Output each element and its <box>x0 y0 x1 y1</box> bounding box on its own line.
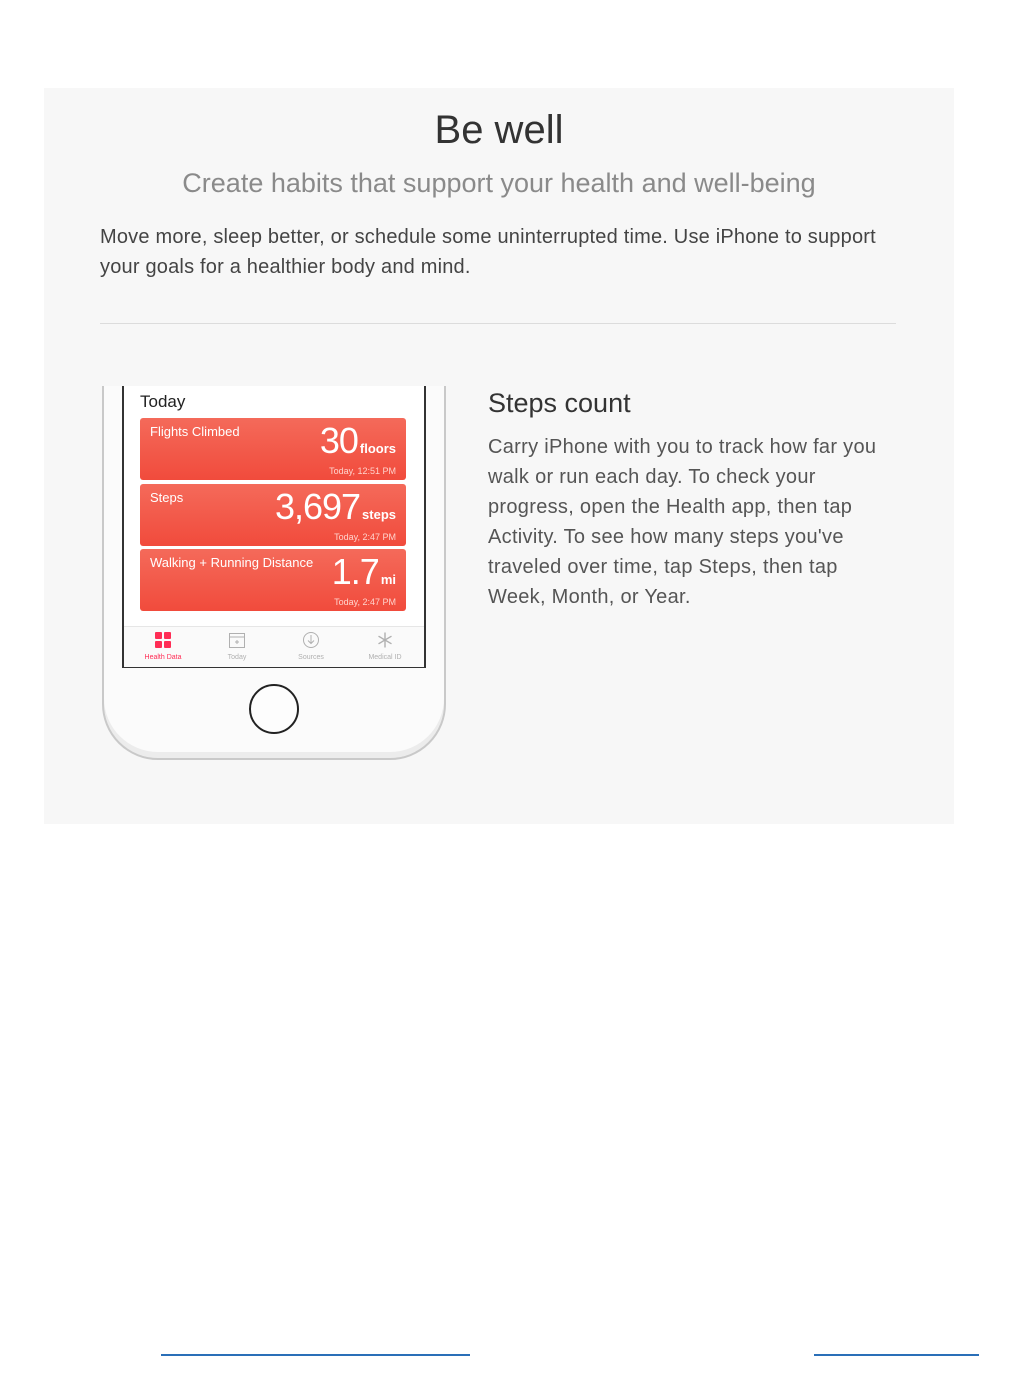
card-unit: floors <box>359 441 396 456</box>
page-title: Be well <box>434 108 564 152</box>
download-icon <box>274 631 348 651</box>
card-steps <box>140 484 406 546</box>
health-app-screen <box>122 386 426 668</box>
asterisk-icon <box>348 631 422 651</box>
tab-medical-id[interactable] <box>348 631 422 661</box>
link-underline-right[interactable] <box>814 1354 979 1356</box>
iphone-body <box>102 386 446 760</box>
card-value <box>320 420 396 462</box>
card-name: Flights Climbed <box>150 424 240 439</box>
tab-today[interactable] <box>200 631 274 661</box>
home-button <box>249 684 299 734</box>
card-number: 30 <box>319 420 358 461</box>
card-walking-running-distance <box>140 549 406 611</box>
intro-paragraph: Move more, sleep better, or schedule some uninterrupted time. Use iPhone to support your goals for a healthier body and mind. <box>100 226 876 278</box>
be-well-panel <box>44 88 954 824</box>
card-value <box>275 486 396 528</box>
link-underline-left[interactable] <box>161 1354 470 1356</box>
card-time: Today, 2:47 PM <box>334 597 396 607</box>
today-label: Today <box>140 392 186 411</box>
grid-icon <box>126 631 200 651</box>
calendar-icon <box>200 631 274 651</box>
card-value <box>332 551 396 593</box>
card-unit: steps <box>362 507 396 522</box>
tab-label: Health Data <box>144 654 182 661</box>
card-time: Today, 2:47 PM <box>334 532 396 542</box>
tab-label: Today <box>227 654 247 661</box>
tab-sources[interactable] <box>274 631 348 661</box>
card-flights-climbed <box>140 418 406 480</box>
tab-label: Sources <box>298 654 324 661</box>
iphone-health-illustration <box>100 386 446 760</box>
tab-bar <box>124 626 424 667</box>
card-number: 3,697 <box>274 486 361 527</box>
page-subtitle: Create habits that support your health and well-being <box>182 168 816 198</box>
card-name: Steps <box>150 490 184 505</box>
tab-health-data[interactable] <box>126 631 200 661</box>
card-unit: mi <box>380 572 396 587</box>
card-name: Walking + Running Distance <box>150 555 314 570</box>
card-number: 1.7 <box>331 551 379 592</box>
section-divider <box>100 323 896 324</box>
card-time: Today, 12:51 PM <box>329 466 396 476</box>
steps-count-body: Carry iPhone with you to track how far you walk or run each day. To check your progress, open the Health app, then tap Activity. To see how many steps you've traveled over time, tap Steps, then tap Week, Month, or Year. <box>488 436 877 608</box>
tab-label: Medical ID <box>368 654 402 661</box>
steps-count-heading: Steps count <box>488 388 631 418</box>
